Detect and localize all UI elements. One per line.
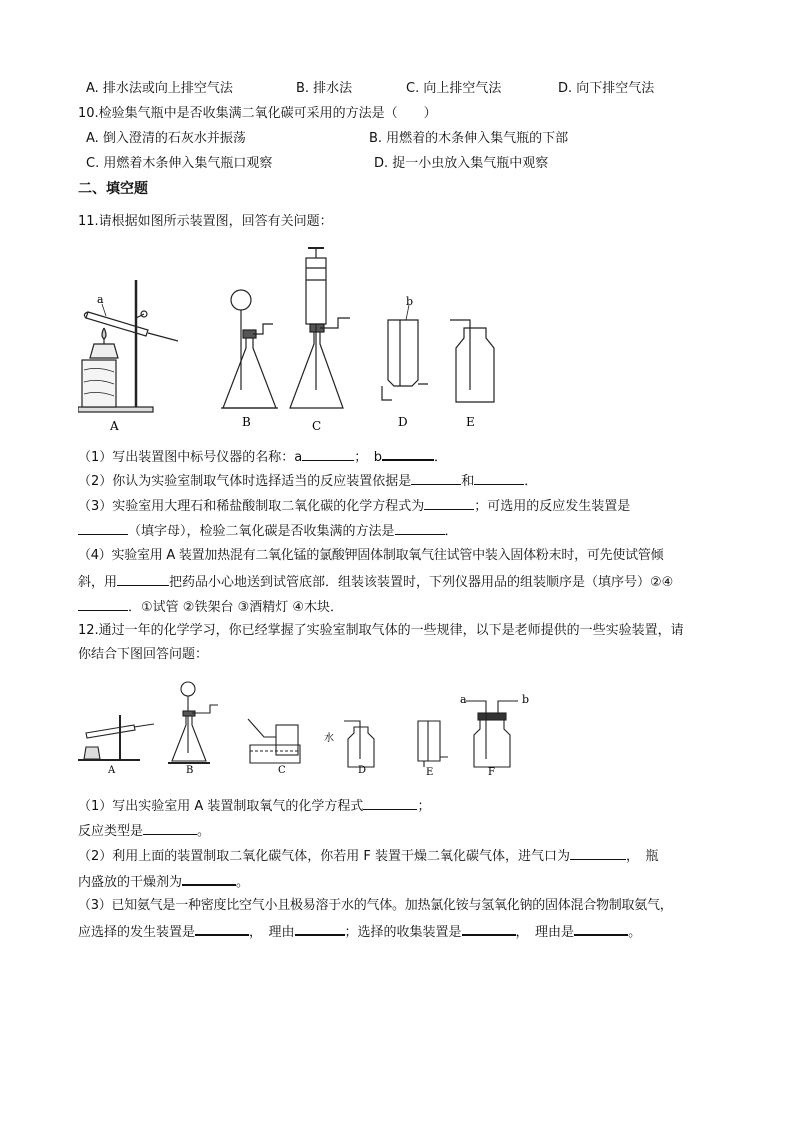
q11-blank-equation[interactable] xyxy=(424,496,474,510)
q12-blank-inlet[interactable] xyxy=(570,846,626,860)
q9-option-c: C. 向上排空气法 xyxy=(406,81,502,96)
q11-part4-line1: （4）实验室用 A 装置加热混有二氧化锰的氯酸钾固体制取氧气往试管中装入固体粉末时，可先使试管倾 xyxy=(78,548,664,563)
q11-part2-text: （2）你认为实验室制取气体时选择适当的反应装置依据是 xyxy=(78,474,412,489)
q11-blank-basis2[interactable] xyxy=(474,471,524,485)
q10-stem: 10.检验集气瓶中是否收集满二氧化碳可采用的方法是（ ） xyxy=(78,106,437,121)
q11-label-D: D xyxy=(398,415,408,429)
q11-blank-b[interactable] xyxy=(382,446,434,461)
q12-part2b-end: 。 xyxy=(236,875,250,890)
q12-label-C: C xyxy=(278,765,286,776)
q12-label-E: E xyxy=(426,767,434,778)
q11-part2 xyxy=(78,471,537,491)
q11-label-E: E xyxy=(466,415,475,429)
q10-option-d: D. 捉一小虫放入集气瓶中观察 xyxy=(374,156,549,171)
q12-blank-desiccant[interactable] xyxy=(182,871,236,886)
q11-part1-text: （1）写出装置图中标号仪器的名称：a xyxy=(78,450,303,465)
q12-part3-reason2: ， 理由是 xyxy=(515,925,575,940)
q12-apparatus-figure xyxy=(78,675,538,780)
q11-part4-line3 xyxy=(78,597,343,617)
q11-blank-order[interactable] xyxy=(78,597,128,611)
q11-part3b-end: ． xyxy=(444,524,458,539)
q12-part3-line2 xyxy=(78,921,641,942)
q12-blank-generator[interactable] xyxy=(195,921,249,936)
q9-option-a: A. 排水法或向上排空气法 xyxy=(86,81,233,96)
q11-stem: 11.请根据如图所示装置图，回答有关问题： xyxy=(78,214,333,229)
q9-option-d: D. 向下排空气法 xyxy=(558,81,655,96)
q11-label-b: b xyxy=(406,295,414,308)
q12-label-A: A xyxy=(108,765,116,776)
q11-apparatus-figure xyxy=(78,240,496,435)
q11-label-A: A xyxy=(110,419,119,433)
q11-blank-method[interactable] xyxy=(395,521,445,535)
q12-part2 xyxy=(78,846,659,866)
q12-stem-line1: 12.通过一年的化学学习，你已经掌握了实验室制取气体的一些规律，以下是老师提供的一些实验装置，请 xyxy=(78,623,684,638)
q12-label-D: D xyxy=(358,765,367,776)
q11-label-B: B xyxy=(242,415,251,429)
q11-part3b xyxy=(78,521,458,541)
q10-option-c: C. 用燃着木条伸入集气瓶口观察 xyxy=(86,156,273,171)
q11-part4-pre: 斜，用 xyxy=(78,575,118,590)
q12-part1 xyxy=(78,796,430,816)
q12-label-F: F xyxy=(488,767,495,778)
section-title: 二、填空题 xyxy=(78,181,148,197)
q11-part4-options: ．①试管 ②铁架台 ③酒精灯 ④木块． xyxy=(128,600,344,615)
q12-part3-text: 应选择的发生装置是 xyxy=(78,925,196,940)
q10-option-a: A. 倒入澄清的石灰水并振荡 xyxy=(86,131,246,146)
q11-part3b-mid: （填字母），检验二氧化碳是否收集满的方法是 xyxy=(128,524,395,539)
q12-stem-line2: 你结合下图回答问题： xyxy=(78,647,209,662)
q12-part2b-text: 内盛放的干燥剂为 xyxy=(78,875,183,890)
q11-blank-device[interactable] xyxy=(78,521,128,535)
q11-part2-mid: 和 xyxy=(461,474,475,489)
q11-part3 xyxy=(78,496,630,516)
q12-part1b-end: 。 xyxy=(197,824,211,839)
q12-part3-reason1: ， 理由 xyxy=(249,925,295,940)
q11-part1-end: ． xyxy=(434,450,448,465)
q12-part3-line1: （3）已知氨气是一种密度比空气小且极易溶于水的气体。加热氯化铵与氢氧化钠的固体混合物制取氨气， xyxy=(78,898,673,913)
q11-blank-tool[interactable] xyxy=(117,572,169,586)
q11-part3-end: ；可选用的反应发生装置是 xyxy=(474,499,631,514)
q12-part2b xyxy=(78,871,249,892)
q12-blank-reason2[interactable] xyxy=(574,921,628,936)
q12-part1-text: （1）写出实验室用 A 装置制取氧气的化学方程式 xyxy=(78,799,364,814)
q12-label-water: 水 xyxy=(324,733,334,744)
q12-part2-mid: ， 瓶 xyxy=(626,849,659,864)
q12-label-a: a xyxy=(460,693,467,706)
q11-part1-mid: ； b xyxy=(354,450,383,465)
q12-part1-end: ； xyxy=(417,799,431,814)
q12-blank-equation[interactable] xyxy=(363,796,417,810)
q11-part4-line2 xyxy=(78,572,673,592)
q11-blank-a[interactable] xyxy=(302,447,354,461)
q11-label-a: a xyxy=(97,293,104,306)
q12-label-b: b xyxy=(522,693,530,706)
q12-label-B: B xyxy=(186,765,194,776)
q11-part4-post: 把药品小心地送到试管底部．组装该装置时，下列仪器用品的组装顺序是（填序号）②④ xyxy=(169,575,674,590)
q11-part3-text: （3）实验室用大理石和稀盐酸制取二氧化碳的化学方程式为 xyxy=(78,499,425,514)
q12-part3-collector: ；选择的收集装置是 xyxy=(344,925,462,940)
q11-part2-end: ． xyxy=(524,474,538,489)
q11-part1 xyxy=(78,446,447,467)
q11-label-C: C xyxy=(312,419,322,433)
q12-part1b xyxy=(78,821,210,841)
q12-blank-reason1[interactable] xyxy=(295,921,345,936)
q11-blank-basis1[interactable] xyxy=(411,471,461,485)
q10-option-b: B. 用燃着的木条伸入集气瓶的下部 xyxy=(369,131,569,146)
q9-option-b: B. 排水法 xyxy=(296,81,353,96)
q12-blank-collector[interactable] xyxy=(462,921,516,936)
q12-part2-text: （2）利用上面的装置制取二氧化碳气体，你若用 F 装置干燥二氧化碳气体，进气口为 xyxy=(78,849,571,864)
q12-part1b-text: 反应类型是 xyxy=(78,824,144,839)
q12-part3-end: 。 xyxy=(628,925,642,940)
q12-blank-reaction-type[interactable] xyxy=(143,821,197,835)
